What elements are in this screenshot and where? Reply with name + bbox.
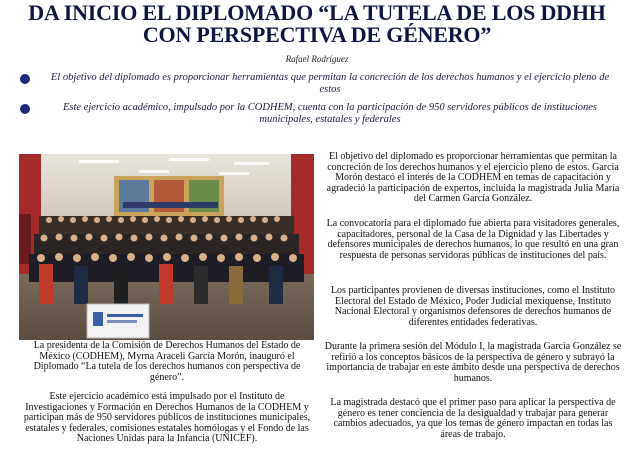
right-paragraph-2: La convocatoria para el diplomado fue abierta para visitadores generales, capacitadores, personal de la Casa de la Dignidad y las Libertades y defensores municipales de derechos humanos, lo que resultó en una gran respuesta de personas servidoras públicas de instituciones del país.	[326, 218, 620, 261]
headline-line-2: CON PERSPECTIVA DE GÉNERO”	[142, 22, 492, 47]
highlight-text: El objetivo del diplomado es proporcionar herramientas que permitan la concreción de los derechos humanos y el ejercicio pleno de estos	[50, 72, 610, 95]
right-paragraph-1: El objetivo del diplomado es proporcionar herramientas que permitan la concreción de los derechos humanos y el ejercicio pleno de estos. García Morón destacó el interés de la CODHEM en temas de capacitación y agradeció la participación de expertos, incluida la magistrada Julia María del Carmen García González.	[326, 151, 620, 205]
bullet-dot-icon	[20, 104, 30, 114]
right-paragraph-4: Durante la primera sesión del Módulo I, la magistrada García González se refirió a los conceptos básicos de la perspectiva de género y subrayó la importancia de trabajar en este ámbito desde una perspectiva de derechos humanos.	[324, 341, 622, 384]
author-byline: Rafael Rodríguez	[285, 54, 349, 64]
article-headline	[8, 2, 626, 46]
highlight-text: Este ejercicio académico, impulsado por la CODHEM, cuenta con la participación de 950 servidores públicos de instituciones municipales, estatales y federales	[62, 102, 598, 125]
bullet-dot-icon	[20, 74, 30, 84]
highlight-item	[14, 102, 620, 126]
photo-caption: La presidenta de la Comisión de Derechos Humanos del Estado de México (CODHEM), Myrna Araceli García Morón, inauguró el Diplomado “La tutela de los derechos humanos con perspectiva de género”.	[33, 340, 301, 383]
left-paragraph: Este ejercicio académico está impulsado por el Instituto de Investigaciones y Formación en Derechos Humanos de la CODHEM y participan más de 950 servidores públicos de instituciones municipales, estatales y federales, comisiones estatales homólogas y el Fondo de las Naciones Unidas para la Infancia (UNICEF).	[23, 391, 311, 445]
right-paragraph-5: La magistrada destacó que el primer paso para aplicar la perspectiva de género es tener conciencia de la desigualdad y trabajar para generar cambios adecuados, ya que los temas de género impactan en todas las áreas de trabajo.	[330, 397, 616, 440]
right-paragraph-3: Los participantes provienen de diversas instituciones, como el Instituto Electoral del Estado de México, Poder Judicial mexiquense, Instituto Nacional Electoral y organismos defensores de derechos humanos de diferentes entidades federativas.	[330, 285, 616, 328]
highlight-item	[14, 72, 620, 96]
event-photo	[19, 154, 314, 340]
headline-line-1: DA INICIO EL DIPLOMADO “LA TUTELA DE LOS DDHH	[28, 0, 606, 25]
